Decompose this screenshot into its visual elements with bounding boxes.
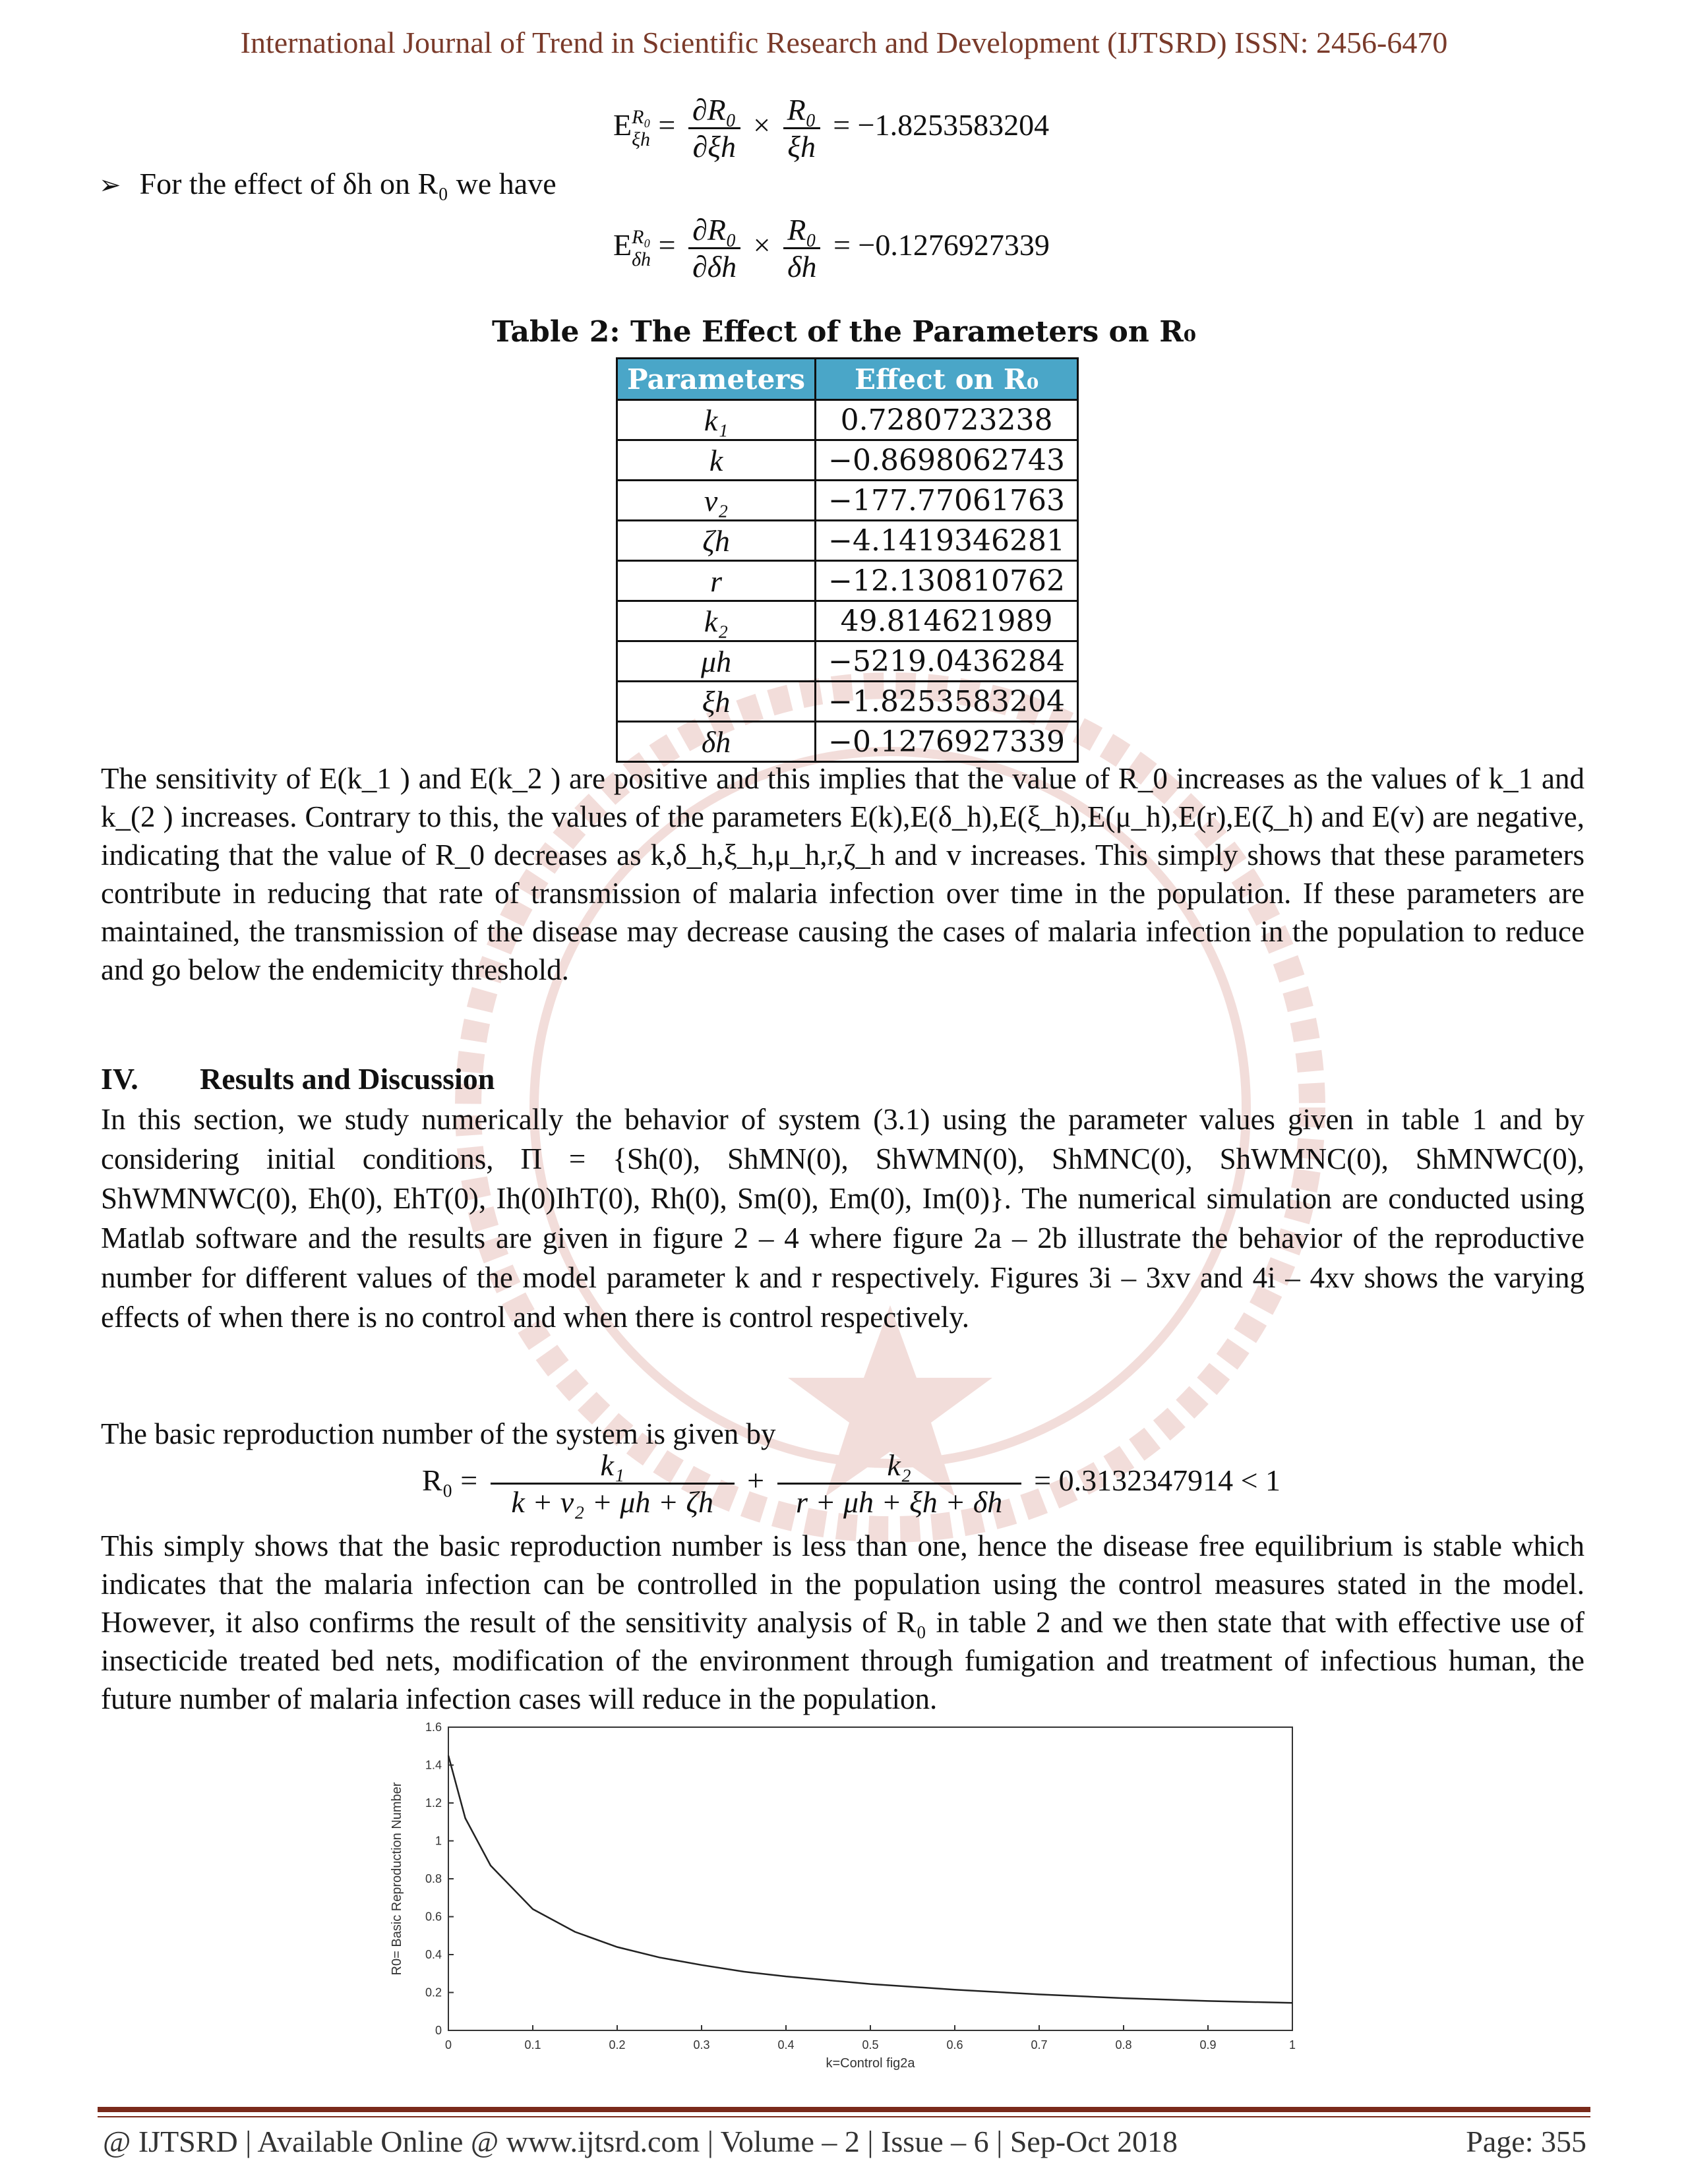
effect-value-cell: −177.77061763 bbox=[816, 481, 1078, 521]
table-caption: Table 2: The Effect of the Parameters on R₀ bbox=[491, 315, 1197, 349]
elasticity-xi-equation: E R₀ ξh = $\frac{\text{∂R₀}}{\partial\xi h}$ × $\frac{\text{R₀}}{\xi h}$ = −1.8253583204 bbox=[613, 93, 1050, 163]
footer-rule-thin bbox=[98, 2116, 1590, 2117]
effect-value-cell: −12.130810762 bbox=[816, 561, 1078, 601]
x-axis-label: k=Control fig2a bbox=[826, 2056, 915, 2071]
x-tick-label: 0.5 bbox=[862, 2038, 879, 2051]
elasticity-delta-equation: E R₀ δh = $\frac{\text{∂R₀}}{\partial\delta h}$ × $\frac{\text{R₀}}{\delta h}$ = −0.1276927339 bbox=[613, 213, 1050, 283]
page-number: Page: 355 bbox=[1466, 2125, 1586, 2158]
parameter-cell: v₂ bbox=[617, 481, 816, 521]
effect-value-cell: 0.7280723238 bbox=[816, 400, 1078, 440]
x-tick-label: 0.8 bbox=[1115, 2038, 1132, 2051]
parameter-effect-table bbox=[616, 357, 1079, 763]
effect-value-cell: −0.8698062743 bbox=[816, 440, 1078, 481]
table-row bbox=[617, 400, 1078, 440]
footer-info: @ IJTSRD | Available Online @ www.ijtsrd.com | Volume – 2 | Issue – 6 | Sep-Oct 2018 bbox=[103, 2125, 1178, 2158]
parameter-cell: k bbox=[617, 440, 816, 481]
parameter-cell: k₂ bbox=[617, 601, 816, 641]
parameter-cell: r bbox=[617, 561, 816, 601]
x-tick-label: 0.2 bbox=[609, 2038, 626, 2051]
y-tick-label: 0 bbox=[435, 2024, 442, 2037]
column-header-effect: Effect on R₀ bbox=[816, 359, 1078, 400]
parameter-cell: μh bbox=[617, 641, 816, 682]
x-tick-label: 0.9 bbox=[1199, 2038, 1217, 2051]
r0-series-line bbox=[448, 1756, 1292, 2003]
r0-equation: R₀ = $\frac{\text{k₁}}{\text{k + v₂ + μh + ζh}}$ + $\frac{\text{k₂}}{r + \mu h + \xi h + \delta h}$ = 0.3132347914 < 1 bbox=[422, 1448, 1281, 1519]
section-number: IV. bbox=[101, 1062, 138, 1096]
y-tick-label: 1 bbox=[435, 1834, 442, 1848]
x-tick-label: 0.6 bbox=[946, 2038, 963, 2051]
table-row bbox=[617, 641, 1078, 682]
conclusion-paragraph: This simply shows that the basic reproduction number is less than one, hence the disease free equilibrium is stable which indicates that the malaria infection can be controlled in the population using the control measures stated in the model. However, it also confirms the result of the sensitivity analysis of R₀ in table 2 and we then state that with effective use of insecticide treated bed nets, modification of the environment through fumigation and treatment of infectious human, the future number of malaria infection cases will reduce in the population. bbox=[101, 1529, 1584, 1715]
parameter-cell: k₁ bbox=[617, 400, 816, 440]
basic-reproduction-intro: The basic reproduction number of the system is given by bbox=[101, 1417, 776, 1450]
y-tick-label: 0.8 bbox=[425, 1872, 442, 1885]
sensitivity-paragraph: The sensitivity of E(k_1 ) and E(k_2 ) are positive and this implies that the value of R_0 increases as the values of k_1 and k_(2 ) increases. Contrary to this, the values of the parameters E(k),E(δ_h),E(ξ_h),E(μ_h),E(r),E(ζ_h) and E(v) are negative, indicating that the value of R_0 decreases as k,δ_h,ξ_h,μ_h,r,ζ_h and v increases. This simply shows that these parameters contribute in reducing that rate of transmission of malaria infection over time in the population. If these parameters are maintained, the transmission of the disease may decrease causing the cases of malaria infection in the population to reduce and go below the endemicity threshold. bbox=[101, 762, 1584, 986]
column-header-parameters: Parameters bbox=[617, 359, 816, 400]
x-tick-label: 0.3 bbox=[693, 2038, 710, 2051]
parameter-cell: ξh bbox=[617, 682, 816, 722]
table-row bbox=[617, 601, 1078, 641]
effect-value-cell: −4.1419346281 bbox=[816, 521, 1078, 561]
parameter-cell: ζh bbox=[617, 521, 816, 561]
page-footer bbox=[103, 2124, 1586, 2159]
x-tick-label: 1 bbox=[1288, 2038, 1296, 2051]
x-tick-label: 0.4 bbox=[777, 2038, 795, 2051]
table-row bbox=[617, 521, 1078, 561]
effect-value-cell: −5219.0436284 bbox=[816, 641, 1078, 682]
journal-header: International Journal of Trend in Scientific Research and Development (IJTSRD) ISSN: 2456-6470 bbox=[240, 26, 1448, 59]
table-row bbox=[617, 481, 1078, 521]
plot-frame bbox=[448, 1727, 1292, 2030]
effect-value-cell: −0.1276927339 bbox=[816, 722, 1078, 762]
section-heading bbox=[101, 1061, 495, 1096]
y-tick-label: 0.4 bbox=[425, 1948, 442, 1961]
y-tick-label: 1.2 bbox=[425, 1796, 442, 1810]
x-tick-label: 0 bbox=[444, 2038, 452, 2051]
r0-vs-k-chart bbox=[369, 1714, 1345, 2083]
y-tick-label: 1.4 bbox=[425, 1758, 442, 1772]
y-tick-label: 1.6 bbox=[425, 1721, 442, 1734]
y-tick-label: 0.2 bbox=[425, 1986, 442, 1999]
arrow-bullet-icon: ➢ bbox=[99, 170, 121, 200]
table-row bbox=[617, 561, 1078, 601]
table-row bbox=[617, 722, 1078, 762]
results-paragraph: In this section, we study numerically the behavior of system (3.1) using the parameter values given in table 1 and by considering initial conditions, Π = {Sh(0), ShMN(0), ShWMN(0), ShMNC(0), ShWMNC(0), ShMNWC(0), ShWMNWC(0), Eh(0), EhT(0), Ih(0)IhT(0), Rh(0), Sm(0), Em(0), Im(0)}. The numerical simulation are conducted using Matlab software and the results are given in figure 2 – 4 where figure 2a – 2b illustrate the behavior of the reproductive number for different values of the model parameter k and r respectively. Figures 3i – 3xv and 4i – 4xv shows the varying effects of when there is no control and when there is control respectively. bbox=[101, 1103, 1584, 1334]
y-axis-label: R0= Basic Reproduction Number bbox=[390, 1782, 404, 1976]
effect-value-cell: −1.8253583204 bbox=[816, 682, 1078, 722]
table-row bbox=[617, 440, 1078, 481]
effect-value-cell: 49.814621989 bbox=[816, 601, 1078, 641]
parameter-cell: δh bbox=[617, 722, 816, 762]
bullet-item: ➢ For the effect of δh on R₀ we have bbox=[99, 167, 557, 200]
table-row bbox=[617, 682, 1078, 722]
x-tick-label: 0.1 bbox=[524, 2038, 541, 2051]
section-title: Results and Discussion bbox=[200, 1062, 495, 1096]
y-tick-label: 0.6 bbox=[425, 1910, 442, 1924]
footer-rule bbox=[98, 2107, 1590, 2112]
x-tick-label: 0.7 bbox=[1031, 2038, 1048, 2051]
